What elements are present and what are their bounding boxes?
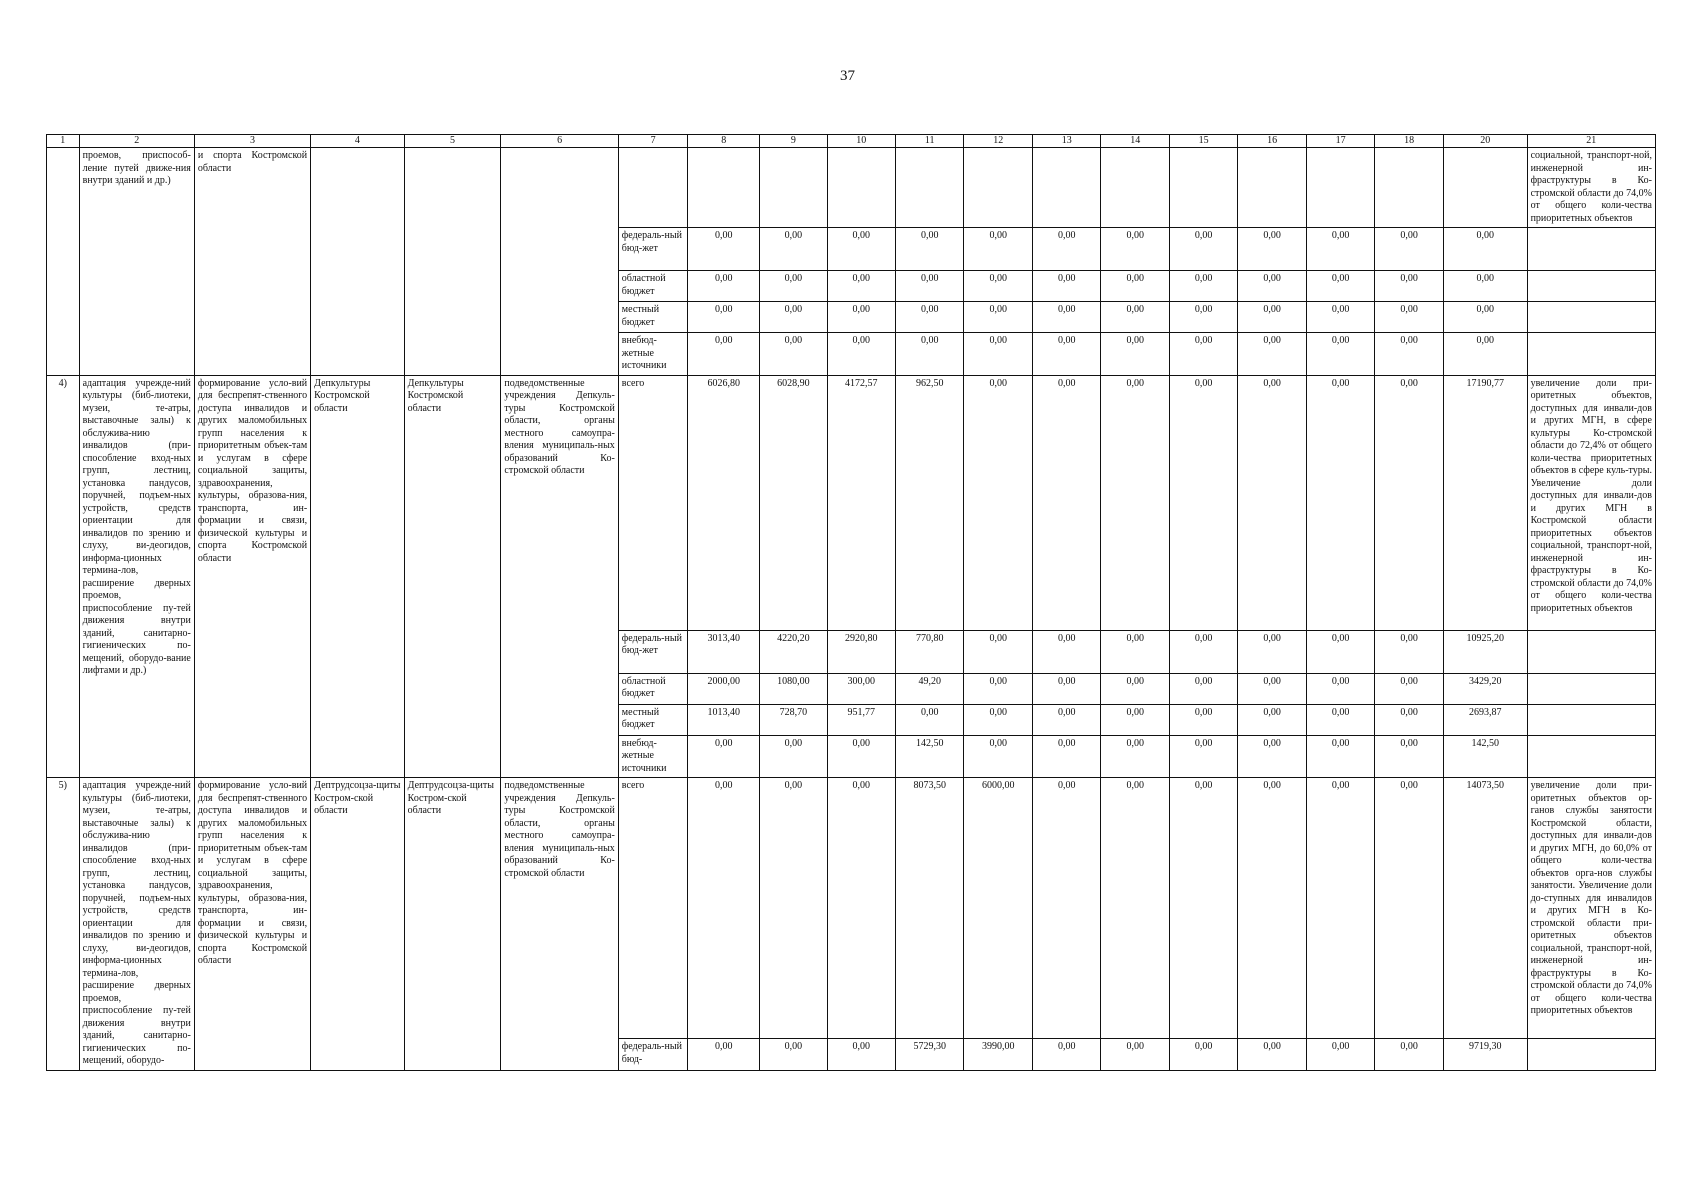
value-cell: 0,00	[1032, 673, 1100, 704]
value-cell: 0,00	[1169, 302, 1237, 333]
value-cell	[688, 148, 760, 228]
value-cell: 0,00	[1375, 673, 1443, 704]
activity-cell: адаптация учрежде-ний культуры (биб-лиотеки, музеи, те-атры, выставочные залы) к обслужива-нию инвалидов (при-способление вход-ных групп, лестниц, установка пандусов, поручней, подъем-ных устройств, средств ориентации для инвалидов по зрению и слуху, ви-деогидов, информа-ционных термина-лов, расширение дверных проемов, приспособление пу-тей движения внутри зданий, санитарно-гигиенических по-мещений, оборудо-	[79, 778, 194, 1071]
value-cell	[1032, 148, 1100, 228]
header-cell: 1	[47, 135, 80, 148]
value-cell: 49,20	[896, 673, 964, 704]
result-cell	[1527, 673, 1655, 704]
value-cell: 0,00	[1306, 704, 1374, 735]
value-cell	[827, 148, 895, 228]
header-cell: 2	[79, 135, 194, 148]
value-cell: 0,00	[964, 673, 1032, 704]
header-cell: 4	[311, 135, 404, 148]
value-cell: 1080,00	[760, 673, 827, 704]
value-cell: 1013,40	[688, 704, 760, 735]
header-cell: 13	[1032, 135, 1100, 148]
value-cell: 0,00	[1101, 735, 1169, 778]
header-cell: 3	[194, 135, 310, 148]
funding-source-label: федераль-ный бюд-жет	[618, 630, 688, 673]
value-cell: 0,00	[1032, 228, 1100, 271]
header-cell: 10	[827, 135, 895, 148]
header-cell: 15	[1169, 135, 1237, 148]
value-cell: 142,50	[896, 735, 964, 778]
value-cell: 6000,00	[964, 778, 1032, 1039]
value-cell: 3429,20	[1443, 673, 1527, 704]
value-cell: 0,00	[1306, 333, 1374, 376]
funding-source-label: внебюд-жетные источники	[618, 735, 688, 778]
value-cell: 0,00	[1101, 704, 1169, 735]
value-cell: 0,00	[1032, 271, 1100, 302]
value-cell: 0,00	[1306, 271, 1374, 302]
goal-cell: и спорта Костромской области	[194, 148, 310, 376]
value-cell: 0,00	[896, 228, 964, 271]
value-cell: 0,00	[1306, 673, 1374, 704]
value-cell: 0,00	[827, 735, 895, 778]
value-cell: 0,00	[1169, 630, 1237, 673]
value-cell: 0,00	[1101, 271, 1169, 302]
value-cell: 4172,57	[827, 375, 895, 630]
value-cell: 0,00	[688, 735, 760, 778]
participants-cell: подведомственные учреждения Депкуль-туры Костромской области, органы местного самоупра-вления муниципаль-ных образований Ко-стромской области	[501, 778, 618, 1071]
funding-source-label: областной бюджет	[618, 271, 688, 302]
value-cell: 0,00	[688, 302, 760, 333]
header-cell: 18	[1375, 135, 1443, 148]
value-cell: 142,50	[1443, 735, 1527, 778]
value-cell: 2693,87	[1443, 704, 1527, 735]
value-cell: 6026,80	[688, 375, 760, 630]
value-cell: 0,00	[1375, 228, 1443, 271]
value-cell: 0,00	[1169, 735, 1237, 778]
result-cell	[1527, 1039, 1655, 1070]
value-cell: 3990,00	[964, 1039, 1032, 1070]
result-cell	[1527, 271, 1655, 302]
value-cell	[1101, 148, 1169, 228]
value-cell: 0,00	[1169, 228, 1237, 271]
value-cell: 0,00	[1443, 333, 1527, 376]
header-cell: 6	[501, 135, 618, 148]
header-cell: 14	[1101, 135, 1169, 148]
value-cell: 0,00	[688, 228, 760, 271]
value-cell: 0,00	[827, 302, 895, 333]
value-cell: 0,00	[1238, 228, 1306, 271]
item4-row	[47, 375, 1656, 630]
value-cell: 728,70	[760, 704, 827, 735]
value-cell: 0,00	[964, 333, 1032, 376]
value-cell: 0,00	[760, 778, 827, 1039]
funding-source-label: всего	[618, 375, 688, 630]
value-cell: 0,00	[1375, 1039, 1443, 1070]
value-cell: 0,00	[760, 228, 827, 271]
funding-source-label: областной бюджет	[618, 673, 688, 704]
value-cell: 0,00	[1169, 1039, 1237, 1070]
value-cell: 0,00	[1375, 302, 1443, 333]
goal-cell: формирование усло-вий для беспрепят-ственного доступа инвалидов и других маломобильных групп населения к приоритетным объек-там и услугам в сфере социальной защиты, здравоохранения, культуры, образова-ния, транспорта, ин-формации и связи, физической культуры и спорта Костромской области	[194, 375, 310, 778]
funding-source-label: внебюд-жетные источники	[618, 333, 688, 376]
source-cell	[618, 148, 688, 228]
value-cell: 0,00	[896, 302, 964, 333]
value-cell: 0,00	[1101, 630, 1169, 673]
header-cell: 8	[688, 135, 760, 148]
value-cell: 0,00	[964, 375, 1032, 630]
value-cell: 2920,80	[827, 630, 895, 673]
funding-source-label: местный бюджет	[618, 704, 688, 735]
header-cell: 21	[1527, 135, 1655, 148]
header-cell: 12	[964, 135, 1032, 148]
header-cell: 16	[1238, 135, 1306, 148]
value-cell: 0,00	[1238, 271, 1306, 302]
value-cell	[964, 148, 1032, 228]
result-cell	[1527, 333, 1655, 376]
value-cell: 0,00	[964, 704, 1032, 735]
value-cell: 0,00	[827, 333, 895, 376]
value-cell: 962,50	[896, 375, 964, 630]
value-cell: 0,00	[1443, 271, 1527, 302]
funding-source-label: всего	[618, 778, 688, 1039]
value-cell: 0,00	[1032, 375, 1100, 630]
value-cell: 0,00	[964, 630, 1032, 673]
value-cell: 0,00	[1101, 1039, 1169, 1070]
value-cell: 0,00	[1238, 333, 1306, 376]
value-cell: 0,00	[827, 271, 895, 302]
value-cell: 0,00	[1101, 228, 1169, 271]
value-cell: 0,00	[688, 271, 760, 302]
value-cell	[1443, 148, 1527, 228]
header-cell: 9	[760, 135, 827, 148]
value-cell: 0,00	[1032, 630, 1100, 673]
funding-source-label: федераль-ный бюд-жет	[618, 228, 688, 271]
activity-cell: проемов, приспособ-ление путей движе-ния внутри зданий и др.)	[79, 148, 194, 376]
value-cell: 14073,50	[1443, 778, 1527, 1039]
value-cell: 0,00	[760, 302, 827, 333]
result-cell	[1527, 704, 1655, 735]
value-cell: 0,00	[688, 1039, 760, 1070]
value-cell: 0,00	[827, 1039, 895, 1070]
value-cell: 300,00	[827, 673, 895, 704]
value-cell: 10925,20	[1443, 630, 1527, 673]
activity-cell: адаптация учрежде-ний культуры (биб-лиотеки, музеи, те-атры, выставочные залы) к обслужива-нию инвалидов (при-способление вход-ных групп, лестниц, установка пандусов, поручней, подъем-ных устройств, средств ориентации для инвалидов по зрению и слуху, ви-деогидов, информа-ционных термина-лов, расширение дверных проемов, приспособление пу-тей движения внутри зданий, санитарно-гигиенических по-мещений, оборудо-вание лифтами и др.)	[79, 375, 194, 778]
value-cell: 17190,77	[1443, 375, 1527, 630]
value-cell: 0,00	[1169, 271, 1237, 302]
value-cell: 0,00	[760, 271, 827, 302]
value-cell: 0,00	[1169, 333, 1237, 376]
value-cell: 0,00	[1032, 1039, 1100, 1070]
value-cell: 0,00	[1169, 704, 1237, 735]
value-cell: 0,00	[1101, 778, 1169, 1039]
item-number-cell: 4)	[47, 375, 80, 778]
continuation-row	[47, 148, 1656, 228]
value-cell: 0,00	[760, 333, 827, 376]
header-row	[47, 135, 1656, 148]
value-cell: 0,00	[760, 735, 827, 778]
funding-source-label: федераль-ный бюд-	[618, 1039, 688, 1070]
executor-cell: Депкультуры Костромской области	[311, 375, 404, 778]
value-cell: 9719,30	[1443, 1039, 1527, 1070]
header-cell: 17	[1306, 135, 1374, 148]
value-cell: 0,00	[896, 333, 964, 376]
value-cell: 0,00	[1306, 375, 1374, 630]
value-cell	[760, 148, 827, 228]
value-cell: 0,00	[1238, 375, 1306, 630]
value-cell: 6028,90	[760, 375, 827, 630]
coexecutor-cell: Депкультуры Костромской области	[404, 375, 501, 778]
value-cell: 3013,40	[688, 630, 760, 673]
result-cell	[1527, 228, 1655, 271]
value-cell	[896, 148, 964, 228]
header-cell: 7	[618, 135, 688, 148]
value-cell: 0,00	[1238, 673, 1306, 704]
value-cell: 0,00	[1306, 1039, 1374, 1070]
value-cell: 0,00	[964, 228, 1032, 271]
value-cell: 0,00	[1169, 673, 1237, 704]
coexecutor-cell	[404, 148, 501, 376]
value-cell: 0,00	[1306, 228, 1374, 271]
value-cell: 0,00	[1375, 333, 1443, 376]
result-cell: увеличение доли при-оритетных объектов ор-ганов службы занятости Костромской области, доступных для инвали-дов и других МГН, до 60,0% от общего коли-чества объектов орга-нов службы занятости. Увеличение доли до-ступных для инвалидов и других МГН в Ко-стромской области при-оритетных объектов социальной, транспорт-ной, инженерной ин-фраструктуры в Ко-стромской области до 74,0% от общего коли-чества приоритетных объектов	[1527, 778, 1655, 1039]
value-cell: 0,00	[1306, 735, 1374, 778]
value-cell: 0,00	[827, 778, 895, 1039]
value-cell: 0,00	[1375, 375, 1443, 630]
executor-cell: Дептрудсоцза-щиты Костром-ской области	[311, 778, 404, 1071]
value-cell: 0,00	[1443, 228, 1527, 271]
page-number: 37	[840, 68, 855, 84]
value-cell: 0,00	[1032, 302, 1100, 333]
item-number-cell	[47, 148, 80, 376]
value-cell: 0,00	[1032, 735, 1100, 778]
value-cell: 0,00	[1375, 704, 1443, 735]
value-cell: 0,00	[1032, 778, 1100, 1039]
value-cell: 0,00	[1375, 735, 1443, 778]
result-cell	[1527, 630, 1655, 673]
value-cell: 0,00	[1306, 778, 1374, 1039]
value-cell: 0,00	[964, 735, 1032, 778]
value-cell: 5729,30	[896, 1039, 964, 1070]
executor-cell	[311, 148, 404, 376]
value-cell: 0,00	[1306, 630, 1374, 673]
participants-cell: подведомственные учреждения Депкуль-туры Костромской области, органы местного самоупра-вления муниципаль-ных образований Ко-стромской области	[501, 375, 618, 778]
value-cell: 0,00	[688, 333, 760, 376]
value-cell: 0,00	[896, 271, 964, 302]
value-cell	[1238, 148, 1306, 228]
value-cell: 0,00	[1238, 302, 1306, 333]
value-cell: 0,00	[1032, 333, 1100, 376]
value-cell: 0,00	[1238, 1039, 1306, 1070]
value-cell: 0,00	[688, 778, 760, 1039]
result-cell: увеличение доли при-оритетных объектов, доступных для инвали-дов и других МГН, в сфере культуры Ко-стромской области до 72,4% от общего коли-чества приоритетных объектов в сфере куль-туры. Увеличение доли доступных для инвали-дов и других МГН в Костромской области приоритетных объектов социальной, транспорт-ной, инженерной ин-фраструктуры в Ко-стромской области до 74,0% от общего коли-чества приоритетных объектов	[1527, 375, 1655, 630]
value-cell: 0,00	[1238, 704, 1306, 735]
funding-source-label: местный бюджет	[618, 302, 688, 333]
value-cell: 4220,20	[760, 630, 827, 673]
value-cell: 0,00	[1375, 271, 1443, 302]
value-cell: 0,00	[1238, 735, 1306, 778]
header-cell: 11	[896, 135, 964, 148]
header-cell: 20	[1443, 135, 1527, 148]
value-cell: 0,00	[1306, 302, 1374, 333]
value-cell: 0,00	[1101, 333, 1169, 376]
value-cell: 0,00	[1032, 704, 1100, 735]
value-cell: 0,00	[1375, 630, 1443, 673]
value-cell: 0,00	[1238, 778, 1306, 1039]
goal-cell: формирование усло-вий для беспрепят-ственного доступа инвалидов и других маломобильных групп населения к приоритетным объек-там и услугам в сфере социальной защиты, здравоохранения, культуры, образова-ния, транспорта, ин-формации и связи, физической культуры и спорта Костромской области	[194, 778, 310, 1071]
value-cell: 0,00	[964, 271, 1032, 302]
item-number-cell: 5)	[47, 778, 80, 1071]
value-cell: 0,00	[964, 302, 1032, 333]
value-cell: 0,00	[1169, 778, 1237, 1039]
participants-cell	[501, 148, 618, 376]
value-cell: 2000,00	[688, 673, 760, 704]
budget-table	[46, 134, 1656, 1071]
value-cell	[1375, 148, 1443, 228]
result-cell	[1527, 302, 1655, 333]
result-cell: социальной, транспорт-ной, инженерной ин-фраструктуры в Ко-стромской области до 74,0% от общего коли-чества приоритетных объектов	[1527, 148, 1655, 228]
value-cell: 770,80	[896, 630, 964, 673]
value-cell: 0,00	[1238, 630, 1306, 673]
value-cell: 0,00	[1101, 375, 1169, 630]
value-cell: 0,00	[896, 704, 964, 735]
item5-row	[47, 778, 1656, 1039]
value-cell: 0,00	[760, 1039, 827, 1070]
value-cell: 0,00	[1101, 302, 1169, 333]
value-cell: 0,00	[1443, 302, 1527, 333]
value-cell: 0,00	[1169, 375, 1237, 630]
coexecutor-cell: Дептрудсоцза-щиты Костром-ской области	[404, 778, 501, 1071]
value-cell: 8073,50	[896, 778, 964, 1039]
value-cell: 0,00	[827, 228, 895, 271]
value-cell: 0,00	[1375, 778, 1443, 1039]
value-cell	[1306, 148, 1374, 228]
header-cell: 5	[404, 135, 501, 148]
value-cell	[1169, 148, 1237, 228]
value-cell: 951,77	[827, 704, 895, 735]
value-cell: 0,00	[1101, 673, 1169, 704]
result-cell	[1527, 735, 1655, 778]
